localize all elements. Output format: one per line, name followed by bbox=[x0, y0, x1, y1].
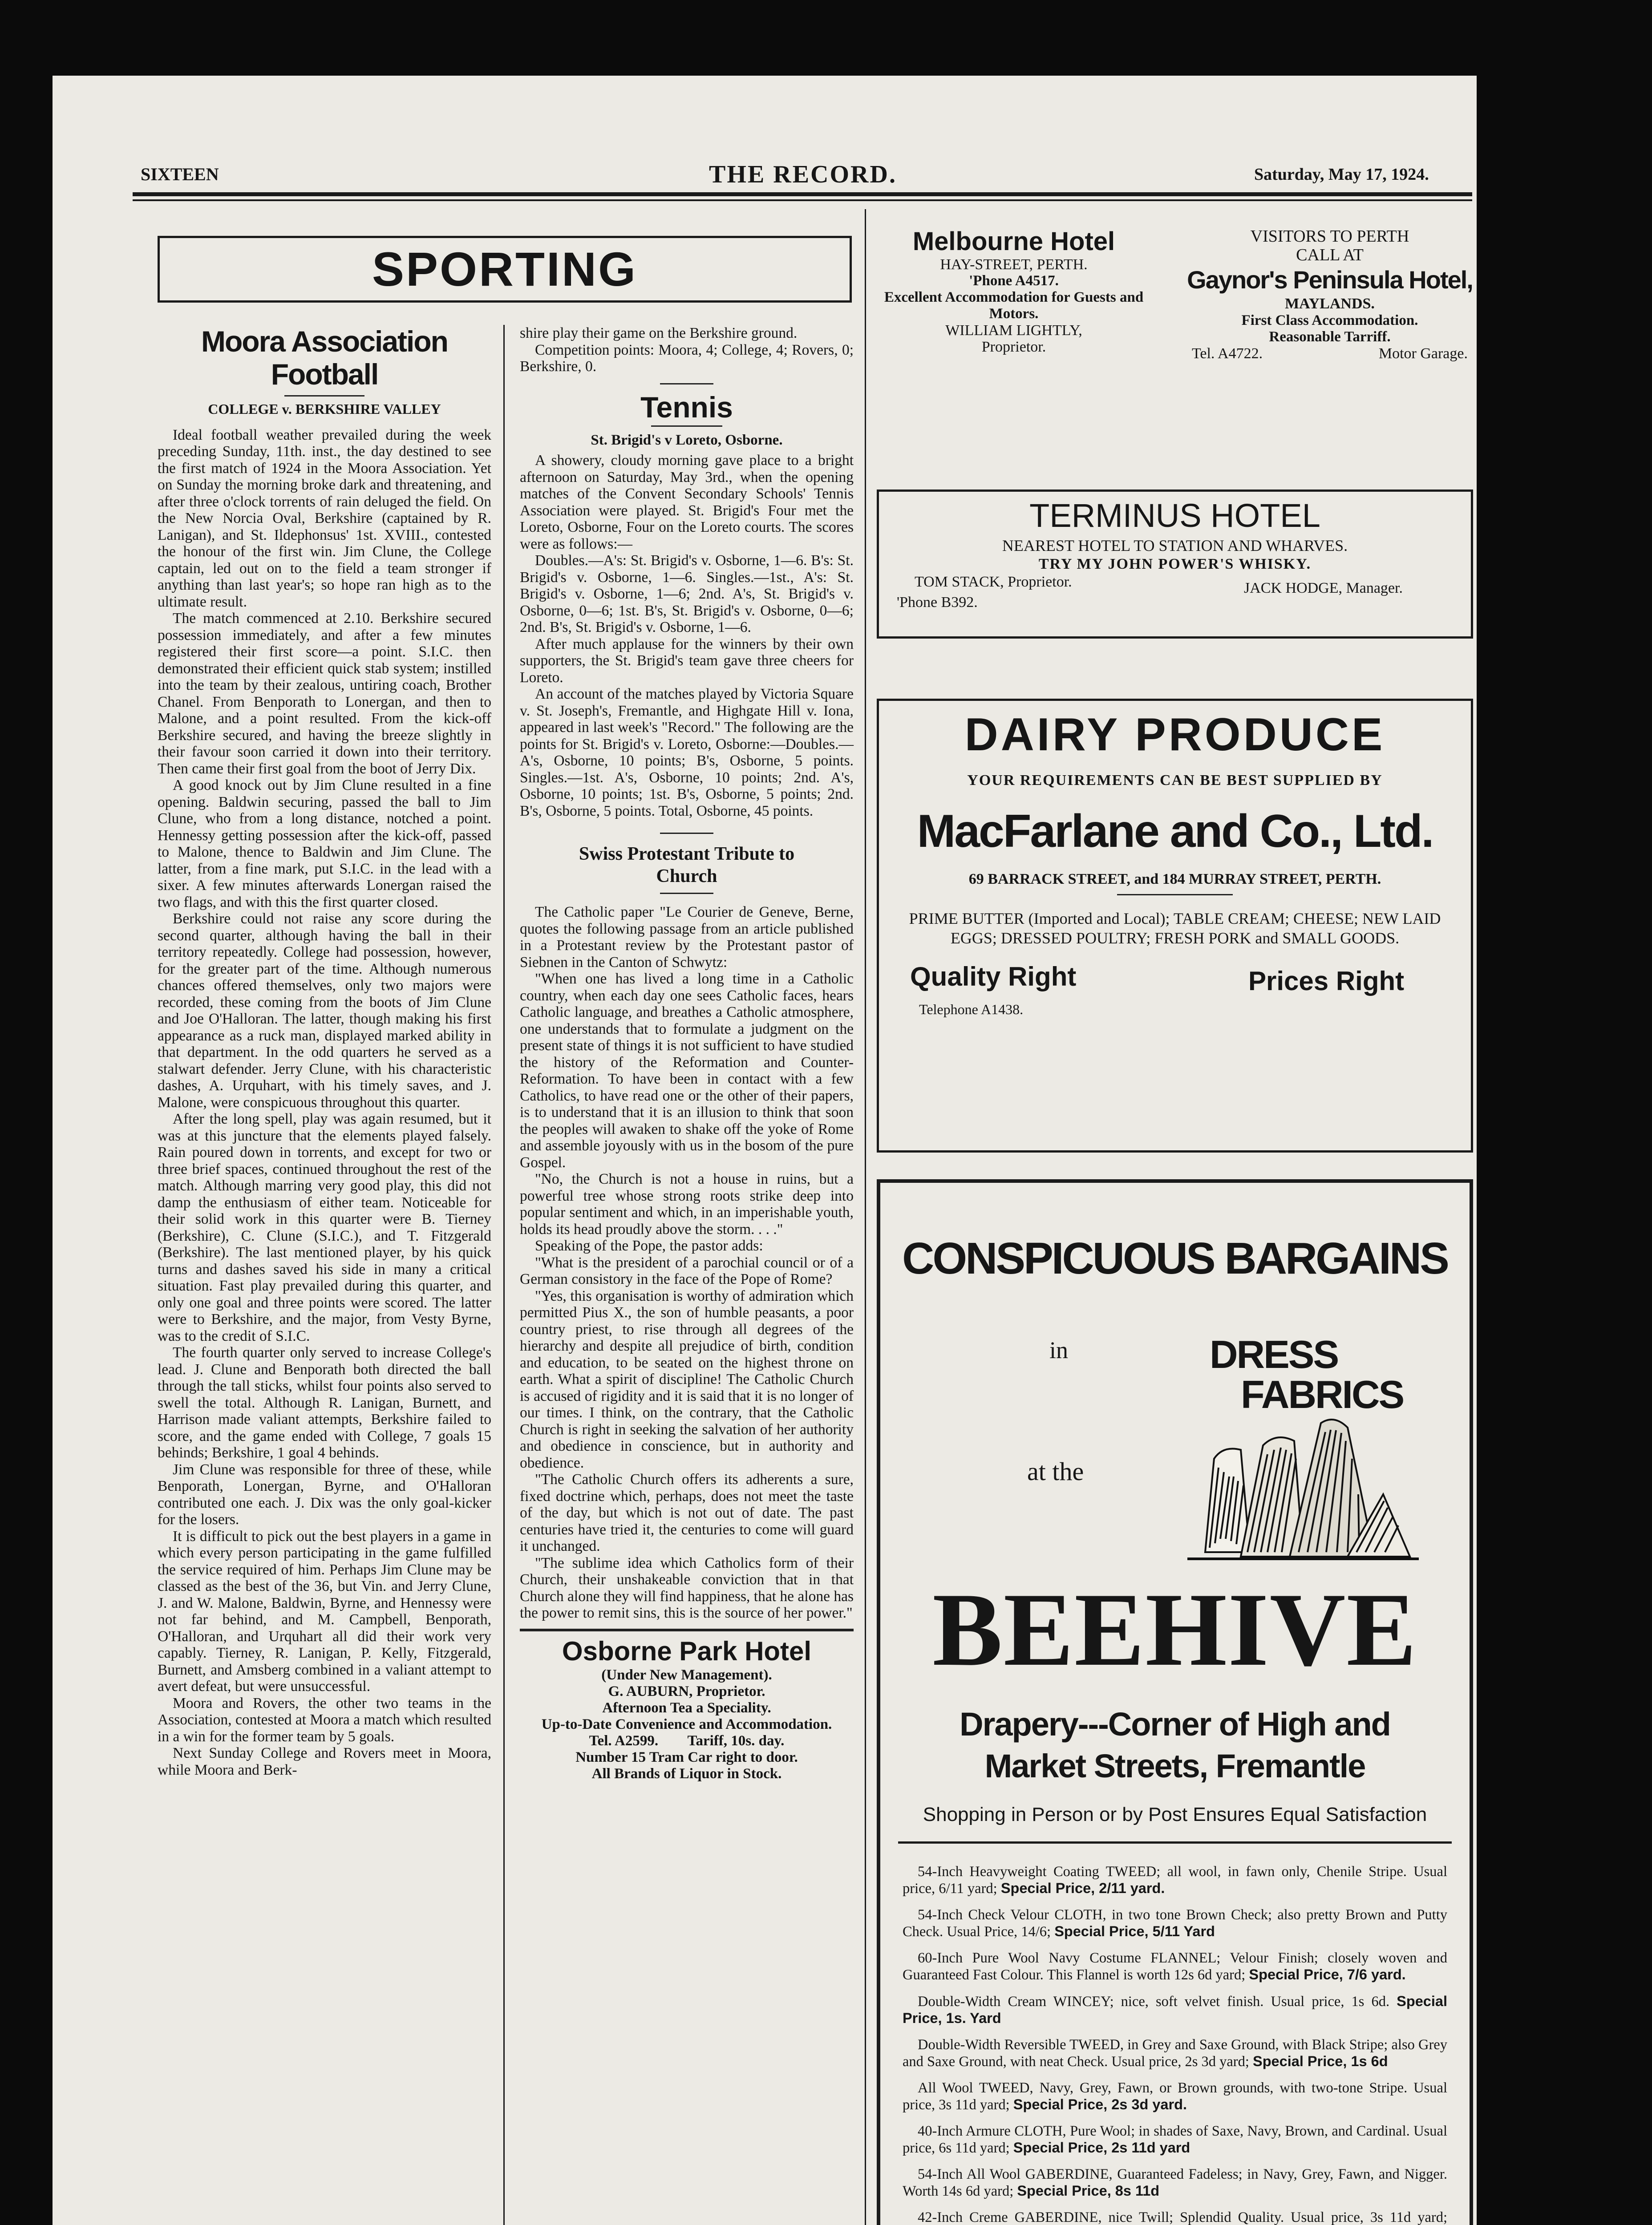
melbourne-title: Melbourne Hotel bbox=[912, 227, 1115, 256]
gaynor-line: Reasonable Tarriff. bbox=[1269, 329, 1391, 345]
article-paragraph: Speaking of the Pope, the pastor adds: bbox=[535, 1238, 763, 1254]
price-list-item bbox=[903, 2166, 1447, 2200]
column-moora-football bbox=[158, 325, 491, 2225]
item-description: Double-Width Reversible TWEED, in Grey and Saxe Ground, with Black Stripe; also Grey and Saxe Ground, with neat Check. Usual price, 2s 3d yard; bbox=[903, 2037, 1447, 2070]
article-paragraph: "The sublime idea which Catholics form of their Church, their unshakeable conviction that in that Church alone they will find happiness, that he alone has the power to remit sins, this is the source of her power." bbox=[520, 1554, 854, 1621]
header-rule-thin bbox=[133, 199, 1472, 201]
article-paragraph: An account of the matches played by Victoria Square v. St. Joseph's, Fremantle, and Highgate Hill v. Iona, appeared in last week's "Record." The following are the points for St. Brigid's v. Loreto, Osborne:—Doubles.—A's, Osborne, 10 points; B's, Osborne, 5 points. Singles.—1st. A's, Osborne, 10 points; 2nd. A's, Osborne, 10 points; 1st. B's, Osborne, 5 points; 2nd. B's, Osborne, 5 points. Total, Osborne, 45 points. bbox=[520, 686, 854, 819]
dairy-tag: YOUR REQUIREMENTS CAN BE BEST SUPPLIED BY bbox=[967, 772, 1383, 789]
article-paragraph: Jim Clune was responsible for three of these, while Benporath, Lonergan, Byrne, and O'Halloran contributed one each. J. Dix was the only goal-kicker for the losers. bbox=[158, 1461, 491, 1528]
dairy-products: PRIME BUTTER (Imported and Local); TABLE CREAM; CHEESE; NEW LAID EGGS; DRESSED POULTRY; FRESH PORK and SMALL GOODS. bbox=[909, 910, 1441, 947]
article-paragraph: The fourth quarter only served to increase College's lead. J. Clune and Benporath both directed the ball through the tall sticks, whilst four points also served to swell the total. Although R. Lanigan, Burnett, and Harrison made valiant attempts, Berkshire failed to score, and the game ended with College, 7 goals 15 behinds; Berkshire, 1 goal 4 behinds. bbox=[158, 1344, 491, 1461]
osborne-rule bbox=[520, 1629, 854, 1631]
article-paragraph: Next Sunday College and Rovers meet in Moora, while Moora and Berk- bbox=[158, 1745, 491, 1778]
melbourne-line: WILLIAM LIGHTLY, bbox=[945, 322, 1082, 339]
osborne-line: G. AUBURN, Proprietor. bbox=[608, 1683, 765, 1699]
item-special-price: Special Price, 2s 3d yard. bbox=[1013, 2096, 1187, 2112]
price-list-item bbox=[903, 2123, 1447, 2156]
price-list-item bbox=[903, 1950, 1447, 1983]
osborne-headline: Osborne Park Hotel bbox=[562, 1636, 812, 1666]
moora-subhead: COLLEGE v. BERKSHIRE VALLEY bbox=[208, 401, 441, 417]
osborne-line: Tel. A2599. Tariff, 10s. day. bbox=[589, 1732, 785, 1749]
article-paragraph: Ideal football weather prevailed during the week preceding Sunday, 11th. inst., the day destined to see the first match of 1924 in the Moora Association. Yet on Sunday the morning broke dark and threatening, and after three o'clock torrents of rain deluged the field. On the New Norcia Oval, Berkshire (captained by R. Lanigan), and St. Ildephonsus' 1st. XVIII., contested the honour of the first win. Jim Clune, the College captain, led out on to the field a team stronger if anything than last year's; so hope ran high as to the ultimate result. bbox=[158, 426, 491, 610]
gaynor-tel: Tel. A4722. bbox=[1192, 345, 1263, 362]
beehive-price-list bbox=[903, 1864, 1447, 2225]
article-paragraph: After the long spell, play was again resumed, but it was at this juncture that the elements played falsely. Rain poured down in torrents, and except for two or three brief spaces, continued throughout the rest of the match. Although marring very good play, this did not damp the enthusiasm of either team. Noticeable for their solid work in this quarter were B. Tierney (Berkshire), C. Clune (S.I.C.), and T. Fitzgerald (Berkshire). The last mentioned player, by his quick turns and dashes saved his side in many a critical situation. Fast play prevailed during this quarter, and only one goal and three points were scored. The latter were to Berkshire, and the major, from Vesty Byrne, was to the credit of S.I.C. bbox=[158, 1111, 491, 1344]
dairy-address: 69 BARRACK STREET, and 184 MURRAY STREET, PERTH. bbox=[968, 871, 1381, 887]
item-description: 54-Inch All Wool GABERDINE, Guaranteed Fadeless; in Navy, Grey, Fawn, and Nigger. Worth 14s 6d yard; bbox=[903, 2166, 1447, 2199]
dairy-divider bbox=[1117, 894, 1233, 895]
osborne-line: Number 15 Tram Car right to door. bbox=[575, 1749, 798, 1765]
melbourne-hotel-ad bbox=[871, 227, 1156, 355]
dairy-company: MacFarlane and Co., Ltd. bbox=[917, 805, 1433, 857]
osborne-line: (Under New Management). bbox=[601, 1667, 772, 1683]
article-paragraph: "What is the president of a parochial council or of a German consistory in the face of the Pope of Rome? bbox=[520, 1254, 854, 1287]
swiss-headline: Swiss Protestant Tribute to Church bbox=[579, 844, 795, 886]
swiss-divider bbox=[660, 833, 713, 834]
beehive-name: BEEHIVE bbox=[932, 1572, 1417, 1688]
price-list-item bbox=[903, 1864, 1447, 1897]
article-paragraph: A showery, cloudy morning gave place to a bright afternoon on Saturday, May 3rd., when the opening matches of the Convent Secondary Schools' Tennis Association were played. St. Brigid's Four met the Loreto, Osborne, Four on the Loreto courts. The scores were as follows:— bbox=[520, 452, 854, 552]
tennis-divider bbox=[660, 383, 713, 384]
price-list-item bbox=[903, 2209, 1447, 2225]
swiss-body bbox=[520, 904, 854, 1622]
melbourne-line: 'Phone A4517. bbox=[969, 273, 1059, 289]
terminus-hotel-ad bbox=[877, 490, 1473, 639]
melbourne-line: Proprietor. bbox=[981, 339, 1046, 355]
osborne-details bbox=[520, 1667, 854, 1782]
price-list-item bbox=[903, 1907, 1447, 1940]
fabric-bolts-illustration bbox=[1187, 1405, 1419, 1566]
article-paragraph: Competition points: Moora, 4; College, 4; Rovers, 0; Berkshire, 0. bbox=[520, 341, 854, 375]
article-paragraph: shire play their game on the Berkshire ground. bbox=[520, 325, 798, 341]
dairy-quality: Quality Right bbox=[910, 962, 1077, 991]
item-description: 54-Inch Heavyweight Coating TWEED; all wool, in fawn only, Chenile Stripe. Usual price, 6/11 yard; bbox=[903, 1864, 1447, 1897]
gaynor-line: First Class Accommodation. bbox=[1241, 312, 1418, 328]
gaynor-garage: Motor Garage. bbox=[1378, 345, 1468, 362]
beehive-rule bbox=[898, 1841, 1452, 1844]
beehive-in: in bbox=[1049, 1337, 1069, 1363]
article-paragraph: The Catholic paper "Le Courier de Geneve, Berne, quotes the following passage from an article published in a Protestant review by the Protestant pastor of Siebnen in the Canton of Schwytz: bbox=[520, 904, 854, 971]
moora-headline: Moora Association Football bbox=[201, 325, 448, 391]
gaynor-call: CALL AT bbox=[1296, 246, 1364, 264]
moora-continuation bbox=[520, 325, 854, 375]
terminus-manager: JACK HODGE, Manager. bbox=[1244, 580, 1403, 596]
tennis-headline: Tennis bbox=[640, 390, 733, 424]
item-special-price: Special Price, 2s 11d yard bbox=[1013, 2140, 1190, 2156]
price-list-item bbox=[903, 2080, 1447, 2113]
melbourne-line: HAY-STREET, PERTH. bbox=[940, 256, 1088, 273]
article-paragraph: Moora and Rovers, the other two teams in the Association, contested at Moora a match which resulted in a win for the former team by 5 goals. bbox=[158, 1695, 491, 1745]
sporting-title: SPORTING bbox=[372, 242, 638, 296]
terminus-proprietor: TOM STACK, Proprietor. bbox=[915, 574, 1072, 590]
article-paragraph: A good knock out by Jim Clune resulted in a fine opening. Baldwin securing, passed the ball to Jim Clune, who from a long distance, notched a point. Hennessy getting possession after the kick-off, passed to Malone, thence to Baldwin and Jim Clune. The latter, from a fine mark, put S.I.C. in the lead with a sixer. A few minutes afterwards Lonergan raised the two flags, and with this the first quarter closed. bbox=[158, 777, 491, 910]
price-list-item bbox=[903, 2037, 1447, 2070]
item-special-price: Special Price, 5/11 Yard bbox=[1054, 1923, 1215, 1939]
column-separator bbox=[865, 209, 866, 2225]
item-description: 54-Inch Check Velour CLOTH, in two tone Brown Check; also pretty Brown and Putty Check. Usual Price, 14/6; bbox=[903, 1907, 1447, 1940]
article-paragraph: The match commenced at 2.10. Berkshire secured possession immediately, and after a few minutes registered their first score—a point. S.I.C. then demonstrated their efficient quick stab system; instilled into the team by their zealous, untiring coach, Brother Chanel. From Benporath to Lonergan, and then to Malone, and a point resulted. From the kick-off Berkshire secured, and having the breeze slightly in their favour soon carried it down into their territory. Then came their first goal from the boot of Jerry Dix. bbox=[158, 610, 491, 777]
article-paragraph: It is difficult to pick out the best players in a game in which every person participating in the game fulfilled the service required of him. Perhaps Jim Clune may be classed as the best of the 36, but Vin. and Jerry Clune, J. and W. Malone, Baldwin, Byrne, and Hennessy were not far behind, and M. Campbell, Benporath, O'Halloran, and Urquhart all did their work very capably. Tierney, R. Lanigan, P. Kelly, Fitzgerald, Burnett, and Amsberg combined in a valiant attempt to avert defeat, but were unsuccessful. bbox=[158, 1528, 491, 1695]
item-description: 42-Inch Creme GABERDINE, nice Twill; Splendid Quality. Usual price, 3s 11d yard; bbox=[918, 2209, 1447, 2225]
item-description: Double-Width Cream WINCEY; nice, soft velvet finish. Usual price, 1s 6d. bbox=[918, 1994, 1397, 2010]
column-two bbox=[520, 325, 854, 2225]
article-paragraph: "The Catholic Church offers its adherents a sure, fixed doctrine which, perhaps, does not meet the taste of the day, but which is not out of date. The past centuries have tried it, the centuries to come will guard it unchanged. bbox=[520, 1471, 854, 1554]
item-special-price: Special Price, 8s 11d bbox=[1017, 2183, 1160, 2199]
item-special-price: Special Price, 1s 6d bbox=[1253, 2053, 1388, 2069]
article-paragraph: "Yes, this organisation is worthy of admiration which permitted Pius X., the son of humble peasants, a poor country priest, to rise through all degrees of the hierarchy and despite all prejudice of birth, condition and education, to be seated on the highest throne on earth. What a spirit of discipline! The Catholic Church is accused of rigidity and it is said that it is no longer of our times. I think, on the contrary, that the Catholic Church is right in seeking the salvation of her authority and obedience in conscience, but in authority and obedience. bbox=[520, 1287, 854, 1471]
issue-date: Saturday, May 17, 1924. bbox=[1254, 165, 1429, 184]
beehive-fabrics: FABRICS bbox=[1241, 1372, 1404, 1416]
osborne-line: Up-to-Date Convenience and Accommodation. bbox=[541, 1716, 832, 1732]
sporting-banner bbox=[158, 236, 852, 303]
beehive-headline: CONSPICUOUS BARGAINS bbox=[902, 1234, 1448, 1283]
beehive-ad bbox=[877, 1179, 1473, 2225]
dairy-title: DAIRY PRODUCE bbox=[964, 709, 1385, 761]
osborne-line: All Brands of Liquor in Stock. bbox=[591, 1765, 782, 1782]
gaynors-hotel-ad bbox=[1183, 227, 1477, 362]
terminus-title: TERMINUS HOTEL bbox=[1029, 497, 1320, 534]
page-number: SIXTEEN bbox=[141, 164, 219, 184]
header-rule bbox=[133, 192, 1472, 196]
melbourne-line: Excellent Accommodation for Guests and Motors. bbox=[884, 289, 1144, 322]
terminus-line: NEAREST HOTEL TO STATION AND WHARVES. bbox=[1002, 537, 1348, 554]
article-paragraph: "When one has lived a long time in a Catholic country, when each day one sees Catholic faces, hears Catholic language, and breathes a Catholic atmosphere, one understands that to formulate a judgment on the present state of things it is not sufficient to have studied the history of the Reformation and Counter-Reformation. To have been in contact with a few Catholics, to have read one or the other of their papers, is to understand that it is an illusion to think that soon the peoples will awaken to shake off the yoke of Rome and assemble joyously with us in the bosom of the pure Gospel. bbox=[520, 971, 854, 1171]
tennis-subhead: St. Brigid's v Loreto, Osborne. bbox=[591, 432, 783, 448]
item-special-price: Special Price, 7/6 yard. bbox=[1249, 1966, 1406, 1982]
beehive-tagline: Shopping in Person or by Post Ensures Equal Satisfaction bbox=[923, 1804, 1427, 1825]
beehive-dress: DRESS bbox=[1210, 1332, 1338, 1376]
item-description: All Wool TWEED, Navy, Grey, Fawn, or Brown grounds, with two-tone Stripe. Usual price, 3s 11d yard; bbox=[903, 2080, 1447, 2113]
dairy-prices: Prices Right bbox=[1248, 966, 1405, 996]
terminus-whisky: TRY MY JOHN POWER'S WHISKY. bbox=[1038, 556, 1312, 572]
masthead: THE RECORD. bbox=[709, 161, 897, 188]
beehive-at-the: at the bbox=[1027, 1457, 1084, 1486]
osborne-line: Afternoon Tea a Speciality. bbox=[602, 1699, 771, 1716]
tennis-body bbox=[520, 452, 854, 819]
moora-divider bbox=[284, 395, 364, 396]
terminus-phone: 'Phone B392. bbox=[897, 594, 978, 611]
item-special-price: Special Price, 2/11 yard. bbox=[1000, 1880, 1165, 1896]
dairy-phone: Telephone A1438. bbox=[919, 1001, 1024, 1017]
item-special-price: Special Price, 1s. Yard bbox=[903, 1993, 1447, 2026]
tennis-underline bbox=[651, 425, 722, 427]
column-separator bbox=[503, 325, 505, 2225]
price-list-item bbox=[903, 1993, 1447, 2027]
newspaper-page bbox=[53, 76, 1477, 2225]
article-paragraph: Berkshire could not raise any score during the second quarter, although having the ball in their territory repeatedly. College had possession, however, for the greater part of the time. Although numerous chances offered themselves, only two majors were recorded, these coming from the boots of Jim Clune and Joe O'Halloran. The latter, though making his first appearance as a ruck man, displayed marked ability in that department. In the odd quarters he served as a stalwart defender. Jerry Clune, with his characteristic dashes, A. Urquhart, with his timely saves, and J. Malone, were conspicuous throughout this quarter. bbox=[158, 910, 491, 1111]
gaynor-place: MAYLANDS. bbox=[1285, 295, 1375, 312]
article-paragraph: "No, the Church is not a house in ruins, but a powerful tree whose strong roots strike deep into popular sentiment and which, in an imperishable youth, holds its head proudly above the storm. . . ." bbox=[520, 1171, 854, 1238]
article-paragraph: After much applause for the winners by their own supporters, the St. Brigid's team gave three cheers for Loreto. bbox=[520, 635, 854, 686]
gaynor-top: VISITORS TO PERTH bbox=[1250, 227, 1409, 246]
item-description: 60-Inch Pure Wool Navy Costume FLANNEL; Velour Finish; closely woven and Guaranteed Fast Colour. This Flannel is worth 12s 6d yard; bbox=[903, 1950, 1447, 1983]
gaynor-title: Gaynor's Peninsula Hotel, bbox=[1187, 266, 1473, 294]
item-description: 40-Inch Armure CLOTH, Pure Wool; in shades of Saxe, Navy, Brown, and Cardinal. Usual price, 6s 11d yard; bbox=[903, 2123, 1447, 2156]
beehive-location: Drapery---Corner of High and Market Streets, Fremantle bbox=[960, 1706, 1390, 1784]
dairy-produce-ad bbox=[877, 699, 1473, 1153]
article-paragraph: Doubles.—A's: St. Brigid's v. Osborne, 1—6. B's: St. Brigid's v. Osborne, 1—6. Singles.—1st., A's: St. Brigid's v. Osborne, 1—6; 2nd. A's, St. Brigid's v. Osborne, 0—6; 1st. B's, St. Brigid's v. Osborne, 0—6; 2nd. B's, St. Brigid's v. Osborne, 1—6. bbox=[520, 552, 854, 635]
swiss-underline bbox=[660, 893, 713, 894]
moora-body bbox=[158, 427, 491, 1779]
